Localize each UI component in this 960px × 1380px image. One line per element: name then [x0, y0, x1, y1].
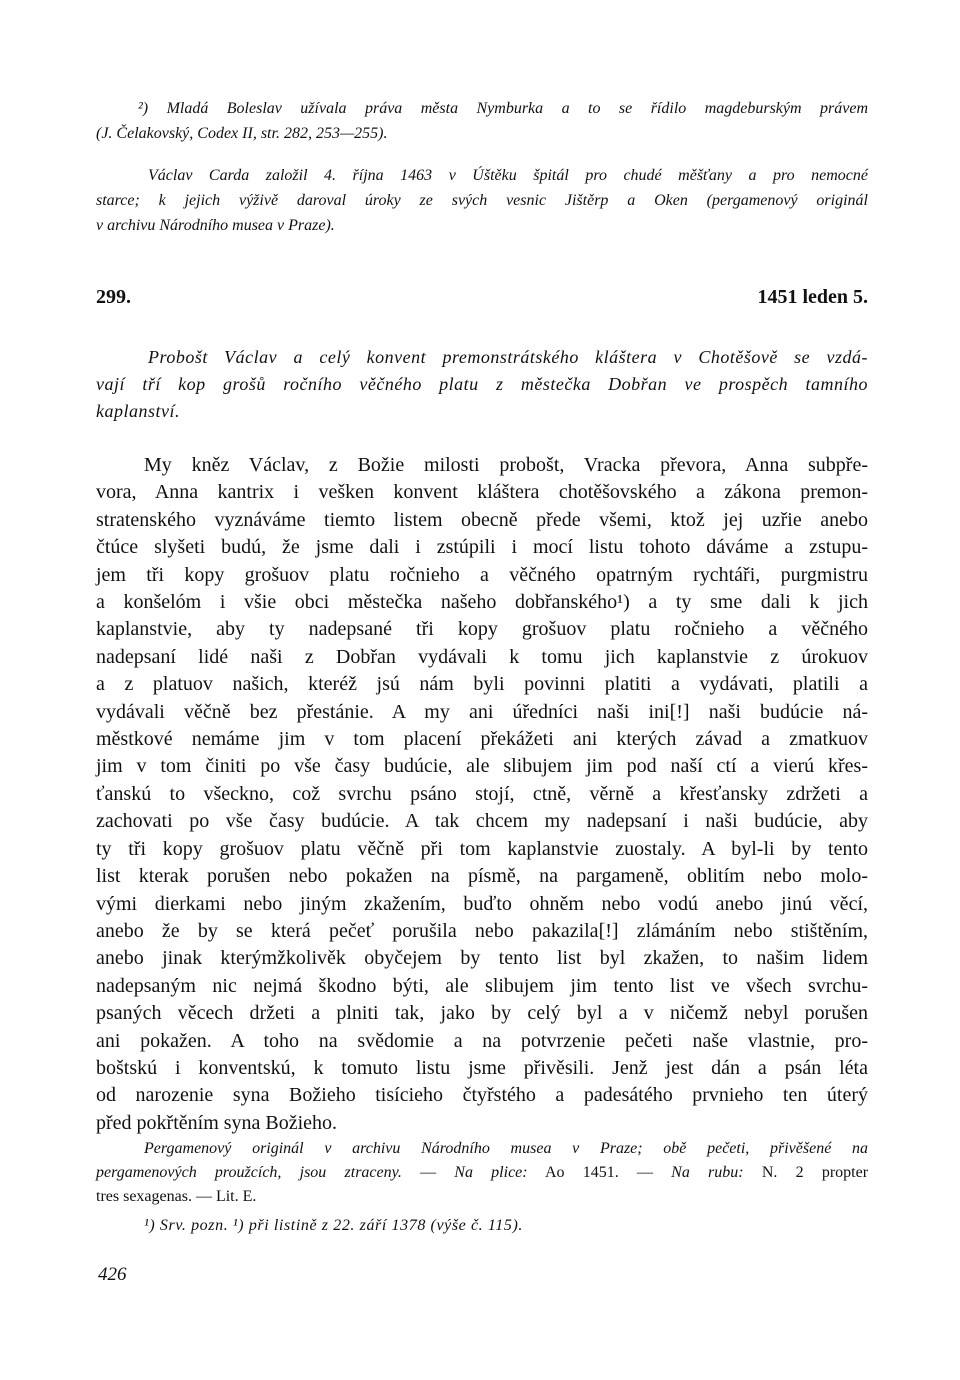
source-note — [96, 1137, 868, 1209]
source-note-fragment: N. 2 propter — [743, 1164, 869, 1181]
source-note-fragment: Ao 1451. — [527, 1164, 637, 1181]
top-footnote — [96, 96, 868, 238]
charter-line: anebo že by se která pečeť porušila nebo pakazila[!] zlámáním nebo stištěním, — [96, 919, 868, 942]
charter-line: list kterak porušen nebo pokažen na písmě, na pargameně, oblitím nebo molo- — [96, 865, 868, 888]
source-note-line: Pergamenový originál v archivu Národního musea v Praze; obě pečeti, přivěšené na — [144, 1140, 868, 1157]
charter-line: zachovati po vše časy budúcie. A tak chcem my nadepsaní i naši budúcie, aby — [96, 810, 868, 833]
charter-line: nadepsaní lidé naši z Dobřan vydávali k tomu jich kaplanstvie z úrokuov — [96, 645, 868, 668]
regest-line: kaplanství. — [96, 401, 180, 421]
regest-line: Probošt Václav a celý konvent premonstrátského kláštera v Chotěšově se vzdá- — [148, 347, 868, 367]
source-note-line: tres sexagenas. — Lit. E. — [96, 1188, 257, 1205]
charter-line: městkové nemáme jim v tom placení překážeti ani kterých závad a zmatkuov — [96, 728, 868, 751]
entry-header — [96, 286, 868, 314]
charter-line: jem tři kopy grošuov platu ročnieho a věčného opatrným rychtáři, purgmistru — [96, 563, 868, 586]
charter-line: vými dierkami nebo jiným zkažením, buďto ohněm nebo vodú anebo jinú věcí, — [96, 892, 868, 915]
charter-line: kaplanstvie, aby ty nadepsané tři kopy grošuov platu ročnieho a věčného — [96, 618, 868, 641]
charter-line: od narozenie syna Božieho tisícieho čtyřstého a padesátého prvnieho ten úterý — [96, 1084, 868, 1107]
charter-text — [96, 452, 868, 1137]
charter-line: ani pokažen. A toho na svědomie a na potvrzenie pečeti naše vlastnie, pro- — [96, 1029, 868, 1052]
top-footnote-line: v archivu Národního musea v Praze). — [96, 217, 335, 234]
charter-line: jim v tom činiti po vše časy budúcie, ale slibujem jim pod naší ctí a vierú křes- — [96, 755, 868, 778]
entry-number: 299. — [96, 286, 131, 308]
source-note-fragment: — — [636, 1164, 672, 1181]
charter-line: čtúce slyšeti budú, že jsme dali i zstúpili i mocí listu tohoto dáváme a zstupu- — [96, 536, 868, 559]
top-footnote-line: starce; k jejich výživě daroval úroky ze svých vesnic Jištěrp a Oken (pergamenový originál — [96, 192, 868, 209]
charter-line: nadepsaným nic nejmá škodno býti, ale slibujem jim tento list ve všech svrchu- — [96, 974, 868, 997]
charter-line: anebo jinak kterýmžkolivěk obyčejem by tento list byl zkažen, to našim lidem — [96, 947, 868, 970]
top-footnote-line: Václav Carda založil 4. října 1463 v Úštěku špitál pro chudé měšťany a pro nemocné — [148, 167, 868, 184]
charter-line: ťanskú to všeckno, což svrchu psáno stojí, ctně, věrně a křesťansky zdržeti a — [96, 782, 868, 805]
charter-line: psaných věcech držeti a plniti tak, jako by celý byl a v ničemž nebyl porušen — [96, 1002, 868, 1025]
charter-line: boštskú i konventskú, k tomuto listu jsme přivěsili. Jenž jest dán a psán léta — [96, 1056, 868, 1079]
top-footnote-line: ²) Mladá Boleslav užívala práva města Nymburka a to se řídilo magdeburským právem — [138, 100, 868, 117]
charter-line: My kněz Václav, z Božie milosti probošt, Vracka převora, Anna subpře- — [144, 454, 868, 476]
top-footnote-line: (J. Čelakovský, Codex II, str. 282, 253—255). — [96, 125, 388, 142]
page-number: 426 — [98, 1264, 127, 1285]
regest-line: vají tří kop grošů ročního věčného platu z městečka Dobřan ve prospěch tamního — [96, 374, 868, 394]
charter-line: stratenského vyznáváme tiemto listem obecně přede všemi, ktož jej uzřie anebo — [96, 508, 868, 531]
source-note-fragment: — — [401, 1164, 455, 1181]
charter-line: ty tři kopy grošuov platu věčně při tom kaplanstvie zuostaly. A byl-li by tento — [96, 837, 868, 860]
regest — [96, 344, 868, 425]
charter-line: před pokřtěním syna Božieho. — [96, 1111, 338, 1134]
source-note-fragment: pergamenových proužcích, jsou ztraceny. — [96, 1164, 402, 1181]
charter-line: vydávali věčně bez přestánie. A my ani úředníci naši ini[!] naši budúcie ná- — [96, 700, 868, 723]
source-note-line — [96, 1161, 868, 1185]
charter-line: a konšelóm i všie obci městečka našeho dobřanského¹) a ty sme dali k jich — [96, 591, 868, 614]
footnote: ¹) Srv. pozn. ¹) při listině z 22. září 1378 (výše č. 115). — [144, 1217, 524, 1234]
source-note-label: Na rubu: — [671, 1164, 744, 1181]
entry-date: 1451 leden 5. — [757, 286, 868, 308]
source-note-label: Na plice: — [454, 1164, 528, 1181]
charter-line: a z platuov našich, kteréž jsú nám byli povinni platiti a vydávati, platili a — [96, 673, 868, 696]
charter-line: vora, Anna kantrix i vešken konvent kláštera chotěšovského a zákona premon- — [96, 481, 868, 504]
